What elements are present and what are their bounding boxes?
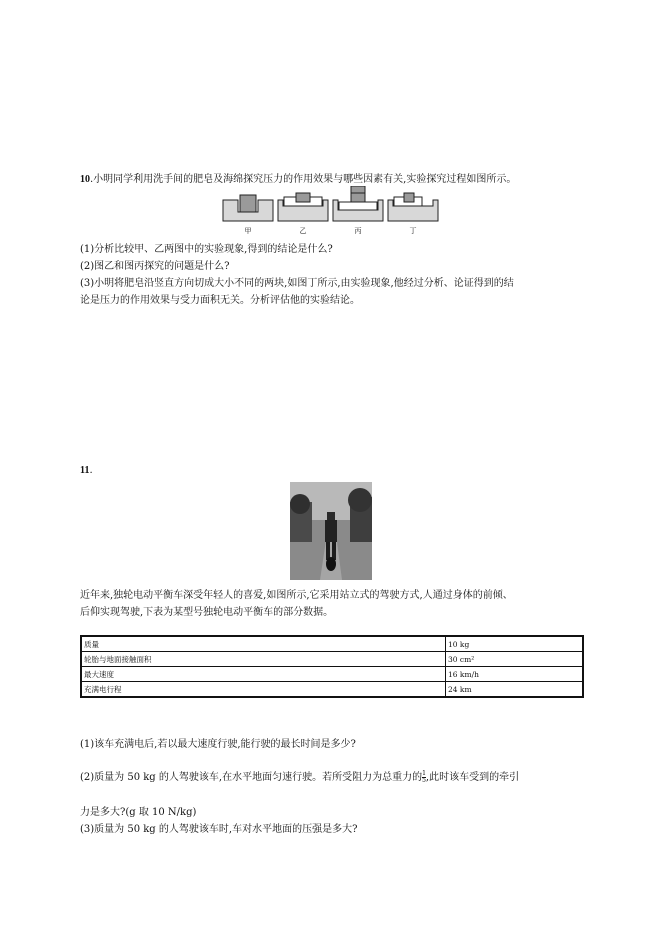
q11-sub3: (3)质量为 50 kg 的人驾驶该车时,车对水平地面的压强是多大?	[80, 824, 358, 835]
table-row	[81, 652, 583, 667]
unicycle-rider-picture	[290, 482, 372, 580]
table-row	[81, 667, 583, 682]
table-cell-value: 16 km/h	[446, 667, 584, 682]
table-cell-value: 24 km	[446, 682, 584, 698]
figure-label-yi: 乙	[299, 227, 307, 235]
table-cell-label: 质量	[81, 636, 446, 652]
q10-sub1: (1)分析比较甲、乙两图中的实验现象,得到的结论是什么?	[80, 244, 333, 255]
unicycle-photo	[290, 482, 372, 580]
q11-sub2-part-b: ,此时该车受到的牵引	[425, 772, 520, 783]
q10-stem	[80, 170, 516, 185]
q11-sub2-part-a: (2)质量为 50 kg 的人驾驶该车,在水平地面匀速行驶。若所受阻力为总重力的	[80, 772, 423, 783]
sponge-soap-jia-drawing	[222, 186, 274, 224]
q11-sub2-line2: 力是多大?(g 取 10 N/kg)	[80, 807, 197, 818]
table-cell-label: 充满电行程	[81, 682, 446, 698]
q10-sub3-line2: 论是压力的作用效果与受力面积无关。分析评估他的实验结论。	[80, 295, 360, 306]
q11-intro-line1: 近年来,独轮电动平衡车深受年轻人的喜爱,如图所示,它采用站立式的驾驶方式,人通过身体的前倾、	[80, 590, 513, 601]
table-row	[81, 636, 583, 652]
q10-experiment-figures	[222, 186, 442, 236]
q11-sub2-line1	[80, 768, 519, 784]
q11-header: 11.	[80, 465, 93, 476]
figure-bing	[332, 186, 384, 236]
figure-label-jia: 甲	[244, 227, 252, 235]
q11-spec-table	[80, 635, 584, 698]
q10-number: 10	[80, 174, 90, 185]
table-cell-label: 轮胎与地面接触面积	[81, 652, 446, 667]
table-cell-label: 最大速度	[81, 667, 446, 682]
fraction-numerator: 1	[422, 770, 426, 777]
q10-stem-text: .小明同学利用洗手间的肥皂及海绵探究压力的作用效果与哪些因素有关,实验探究过程如图所示。	[90, 174, 517, 185]
q10-sub3-line1: (3)小明将肥皂沿竖直方向切成大小不同的两块,如图丁所示,由实验现象,他经过分析、论证得到的结	[80, 278, 514, 289]
q11-intro-line2: 后仰实现驾驶,下表为某型号独轮电动平衡车的部分数据。	[80, 607, 334, 618]
table-cell-value: 30 cm²	[446, 652, 584, 667]
figure-yi	[277, 186, 329, 236]
table-row	[81, 682, 583, 698]
figure-ding	[387, 186, 439, 236]
sponge-soap-yi-drawing	[277, 186, 329, 224]
q10-sub2: (2)图乙和图丙探究的问题是什么?	[80, 261, 230, 272]
figure-label-ding: 丁	[409, 227, 417, 235]
q11-number: 11	[80, 465, 90, 476]
sponge-soap-ding-drawing	[387, 186, 439, 224]
figure-jia	[222, 186, 274, 236]
sponge-soap-bing-drawing	[332, 186, 384, 224]
fraction-denominator: 5	[422, 777, 426, 784]
q11-sub1: (1)该车充满电后,若以最大速度行驶,能行驶的最长时间是多少?	[80, 739, 356, 750]
table-cell-value: 10 kg	[446, 636, 584, 652]
figure-label-bing: 丙	[354, 227, 362, 235]
